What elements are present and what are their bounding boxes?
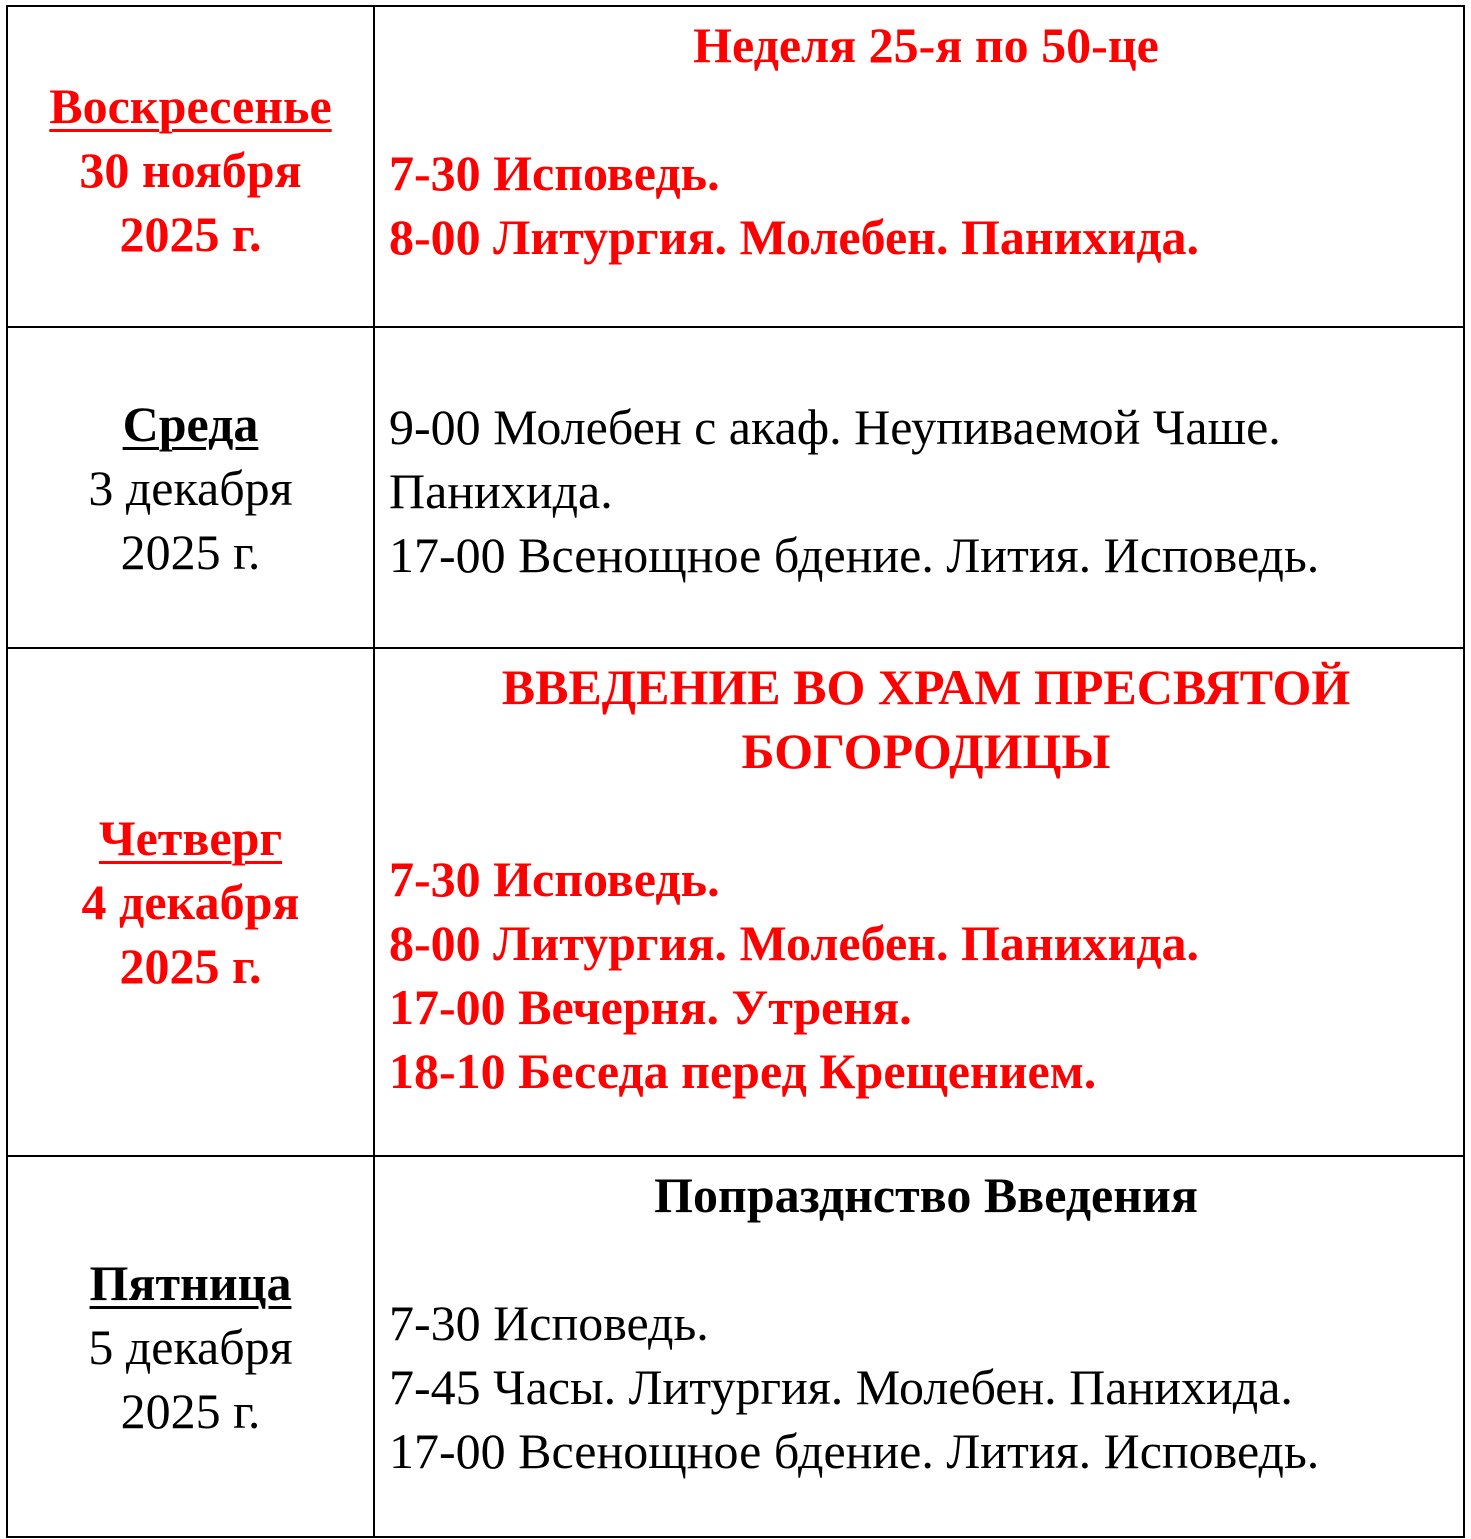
services-cell xyxy=(374,1156,1464,1537)
feast-title: Неделя 25-я по 50-це xyxy=(693,17,1159,73)
year-text: 2025 г. xyxy=(120,523,261,580)
date-text: 5 декабря xyxy=(88,1318,293,1375)
day-name: Воскресенье xyxy=(49,77,332,134)
feast-title: Попразднство Введения xyxy=(654,1167,1198,1223)
schedule-table xyxy=(6,5,1465,1538)
date-cell xyxy=(7,1156,374,1537)
day-name: Четверг xyxy=(98,810,283,866)
service-entry: 8-00 Литургия. Молебен. Панихида. xyxy=(389,209,1200,265)
feast-title: ВВЕДЕНИЕ ВО ХРАМ ПРЕСВЯТОЙ xyxy=(501,659,1351,715)
schedule-row-friday xyxy=(7,1156,1464,1537)
date-text: 3 декабря xyxy=(88,459,293,516)
date-cell xyxy=(7,327,374,648)
service-entry: 7-30 Исповедь. xyxy=(389,1295,709,1351)
schedule-row-thursday xyxy=(7,648,1464,1156)
date-text: 4 декабря xyxy=(81,874,300,930)
schedule-row-wednesday xyxy=(7,327,1464,648)
date-text: 30 ноября xyxy=(79,141,302,198)
service-entry: 9-00 Молебен с акаф. Неупиваемой Чаше. xyxy=(389,399,1281,455)
service-entry: Панихида. xyxy=(389,463,613,519)
year-text: 2025 г. xyxy=(119,938,262,994)
service-entry: 17-00 Всенощное бдение. Лития. Исповедь. xyxy=(389,527,1320,583)
service-entry: 18-10 Беседа перед Крещением. xyxy=(389,1043,1097,1099)
year-text: 2025 г. xyxy=(120,1382,261,1439)
services-cell xyxy=(374,327,1464,648)
services-cell xyxy=(374,648,1464,1156)
service-entry: 7-45 Часы. Литургия. Молебен. Панихида. xyxy=(389,1359,1293,1415)
year-text: 2025 г. xyxy=(119,205,262,262)
service-entry: 7-30 Исповедь. xyxy=(389,851,720,907)
service-entry: 17-00 Всенощное бдение. Лития. Исповедь. xyxy=(389,1423,1320,1479)
feast-title: БОГОРОДИЦЫ xyxy=(741,723,1111,779)
schedule-row-sunday xyxy=(7,6,1464,327)
date-cell xyxy=(7,6,374,327)
service-entry: 17-00 Вечерня. Утреня. xyxy=(389,979,912,1035)
service-entry: 8-00 Литургия. Молебен. Панихида. xyxy=(389,915,1200,971)
day-name: Среда xyxy=(122,395,259,452)
date-cell xyxy=(7,648,374,1156)
service-entry: 7-30 Исповедь. xyxy=(389,145,720,201)
day-name: Пятница xyxy=(89,1254,292,1311)
services-cell xyxy=(374,6,1464,327)
